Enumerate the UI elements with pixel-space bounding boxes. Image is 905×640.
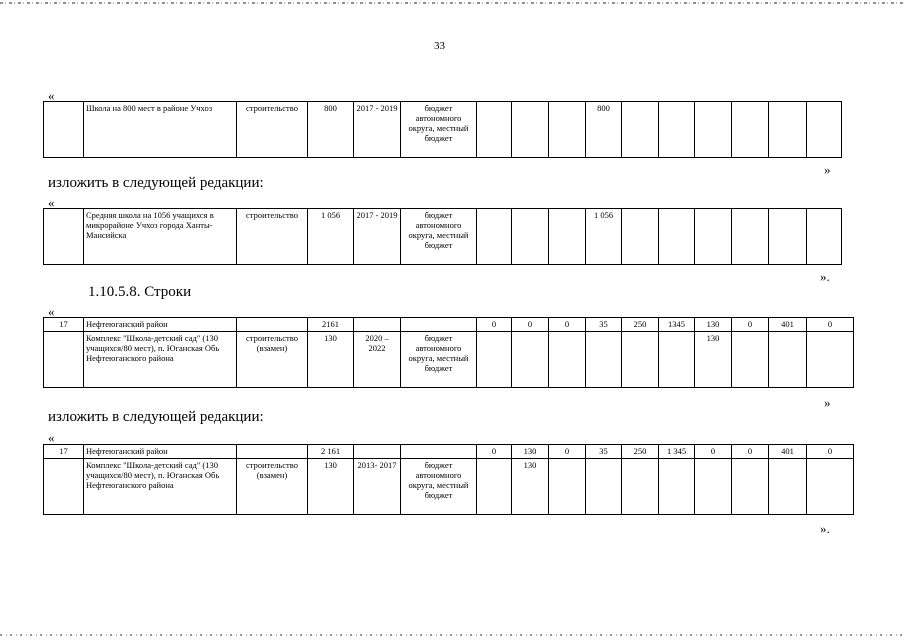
cell-object-name: Средняя школа на 1056 учащихся в микрорайоне Учхоз города Ханты-Мансийска — [84, 209, 237, 265]
table-row — [44, 459, 854, 515]
cell-years: 2013- 2017 — [354, 459, 401, 515]
cell-num: 17 — [44, 445, 84, 459]
table-row — [44, 318, 854, 332]
cell-value-7 — [695, 102, 732, 158]
section-heading: 1.10.5.8. Строки — [88, 284, 192, 300]
cell-value-9: 401 — [769, 318, 807, 332]
cell-value-10 — [807, 209, 842, 265]
close-quote-period: ». — [820, 521, 830, 536]
cell-work-type — [237, 318, 308, 332]
cell-value-7 — [695, 459, 732, 515]
page-number: 33 — [434, 40, 445, 52]
replace-heading: изложить в следующей редакции: — [48, 175, 264, 191]
cell-value-4: 1 056 — [586, 209, 622, 265]
cell-capacity: 1 056 — [308, 209, 354, 265]
cell-num — [44, 102, 84, 158]
cell-value-2 — [512, 209, 549, 265]
cell-value-9: 401 — [769, 445, 807, 459]
table-row — [44, 332, 854, 388]
table-row — [44, 102, 842, 158]
cell-value-3 — [549, 332, 586, 388]
cell-work-type: строительство (взамен) — [237, 459, 308, 515]
replace-heading: изложить в следующей редакции: — [48, 409, 264, 425]
cell-source: бюджет автономного округа, местный бюджет — [401, 459, 477, 515]
cell-value-9 — [769, 209, 807, 265]
cell-value-6 — [659, 209, 695, 265]
cell-value-3 — [549, 102, 586, 158]
cell-value-6: 1 345 — [659, 445, 695, 459]
cell-value-1: 0 — [477, 445, 512, 459]
table-row — [44, 445, 854, 459]
cell-value-2 — [512, 332, 549, 388]
cell-value-3: 0 — [549, 445, 586, 459]
cell-capacity: 800 — [308, 102, 354, 158]
cell-work-type: строительство — [237, 102, 308, 158]
cell-source: бюджет автономного округа, местный бюджет — [401, 209, 477, 265]
cell-num — [44, 459, 84, 515]
cell-value-6 — [659, 102, 695, 158]
cell-value-5 — [622, 102, 659, 158]
cell-capacity: 2161 — [308, 318, 354, 332]
cell-value-2: 130 — [512, 459, 549, 515]
cell-num — [44, 209, 84, 265]
cell-value-5 — [622, 459, 659, 515]
cell-value-6 — [659, 332, 695, 388]
cell-capacity: 130 — [308, 459, 354, 515]
close-quote: » — [824, 395, 831, 410]
cell-capacity: 2 161 — [308, 445, 354, 459]
cell-value-4: 800 — [586, 102, 622, 158]
cell-value-5 — [622, 209, 659, 265]
cell-value-4: 35 — [586, 445, 622, 459]
cell-source: бюджет автономного округа, местный бюджет — [401, 332, 477, 388]
cell-value-1 — [477, 209, 512, 265]
cell-value-4 — [586, 332, 622, 388]
cell-value-7: 130 — [695, 332, 732, 388]
cell-work-type: строительство (взамен) — [237, 332, 308, 388]
cell-value-9 — [769, 459, 807, 515]
cell-value-8 — [732, 102, 769, 158]
cell-object-name: Комплекс "Школа-детский сад" (130 учащихся/80 мест), п. Юганская Обь Нефтеюганского района — [84, 459, 237, 515]
table-original-school — [43, 101, 842, 158]
cell-value-3 — [549, 459, 586, 515]
cell-value-6: 1345 — [659, 318, 695, 332]
cell-value-7 — [695, 209, 732, 265]
cell-value-7: 0 — [695, 445, 732, 459]
cell-value-3 — [549, 209, 586, 265]
cell-value-8: 0 — [732, 445, 769, 459]
cell-value-1 — [477, 332, 512, 388]
cell-value-10 — [807, 332, 854, 388]
table-new-district — [43, 444, 854, 515]
cell-value-4: 35 — [586, 318, 622, 332]
cell-object-name: Нефтеюганский район — [84, 445, 237, 459]
cell-value-1: 0 — [477, 318, 512, 332]
cell-work-type: строительство — [237, 209, 308, 265]
cell-value-10 — [807, 459, 854, 515]
open-quote: « — [48, 88, 55, 103]
cell-years: 2017 - 2019 — [354, 102, 401, 158]
cell-num: 17 — [44, 318, 84, 332]
cell-capacity: 130 — [308, 332, 354, 388]
cell-object-name: Школа на 800 мест в районе Учхоз — [84, 102, 237, 158]
cell-value-1 — [477, 459, 512, 515]
scan-artifact-top — [0, 2, 905, 4]
cell-value-5: 250 — [622, 318, 659, 332]
cell-object-name: Нефтеюганский район — [84, 318, 237, 332]
cell-years — [354, 445, 401, 459]
cell-num — [44, 332, 84, 388]
cell-value-2: 0 — [512, 318, 549, 332]
table-original-district — [43, 317, 854, 388]
cell-value-10 — [807, 102, 842, 158]
cell-years: 2020 – 2022 — [354, 332, 401, 388]
cell-value-10: 0 — [807, 445, 854, 459]
cell-value-4 — [586, 459, 622, 515]
cell-value-5 — [622, 332, 659, 388]
open-quote: « — [48, 304, 55, 319]
table-row — [44, 209, 842, 265]
cell-source: бюджет автономного округа, местный бюджет — [401, 102, 477, 158]
cell-years: 2017 - 2019 — [354, 209, 401, 265]
cell-work-type — [237, 445, 308, 459]
cell-object-name: Комплекс "Школа-детский сад" (130 учащихся/80 мест), п. Юганская Обь Нефтеюганского района — [84, 332, 237, 388]
open-quote: « — [48, 430, 55, 445]
cell-value-8: 0 — [732, 318, 769, 332]
cell-value-8 — [732, 209, 769, 265]
open-quote: « — [48, 195, 55, 210]
cell-source — [401, 318, 477, 332]
table-new-school — [43, 208, 842, 265]
close-quote: » — [824, 162, 831, 177]
cell-value-7: 130 — [695, 318, 732, 332]
scan-artifact-bottom — [0, 634, 905, 636]
cell-value-2: 130 — [512, 445, 549, 459]
cell-source — [401, 445, 477, 459]
cell-years — [354, 318, 401, 332]
cell-value-10: 0 — [807, 318, 854, 332]
close-quote-period: ». — [820, 269, 830, 284]
cell-value-9 — [769, 102, 807, 158]
cell-value-6 — [659, 459, 695, 515]
cell-value-9 — [769, 332, 807, 388]
cell-value-3: 0 — [549, 318, 586, 332]
cell-value-8 — [732, 332, 769, 388]
cell-value-2 — [512, 102, 549, 158]
cell-value-8 — [732, 459, 769, 515]
cell-value-5: 250 — [622, 445, 659, 459]
cell-value-1 — [477, 102, 512, 158]
